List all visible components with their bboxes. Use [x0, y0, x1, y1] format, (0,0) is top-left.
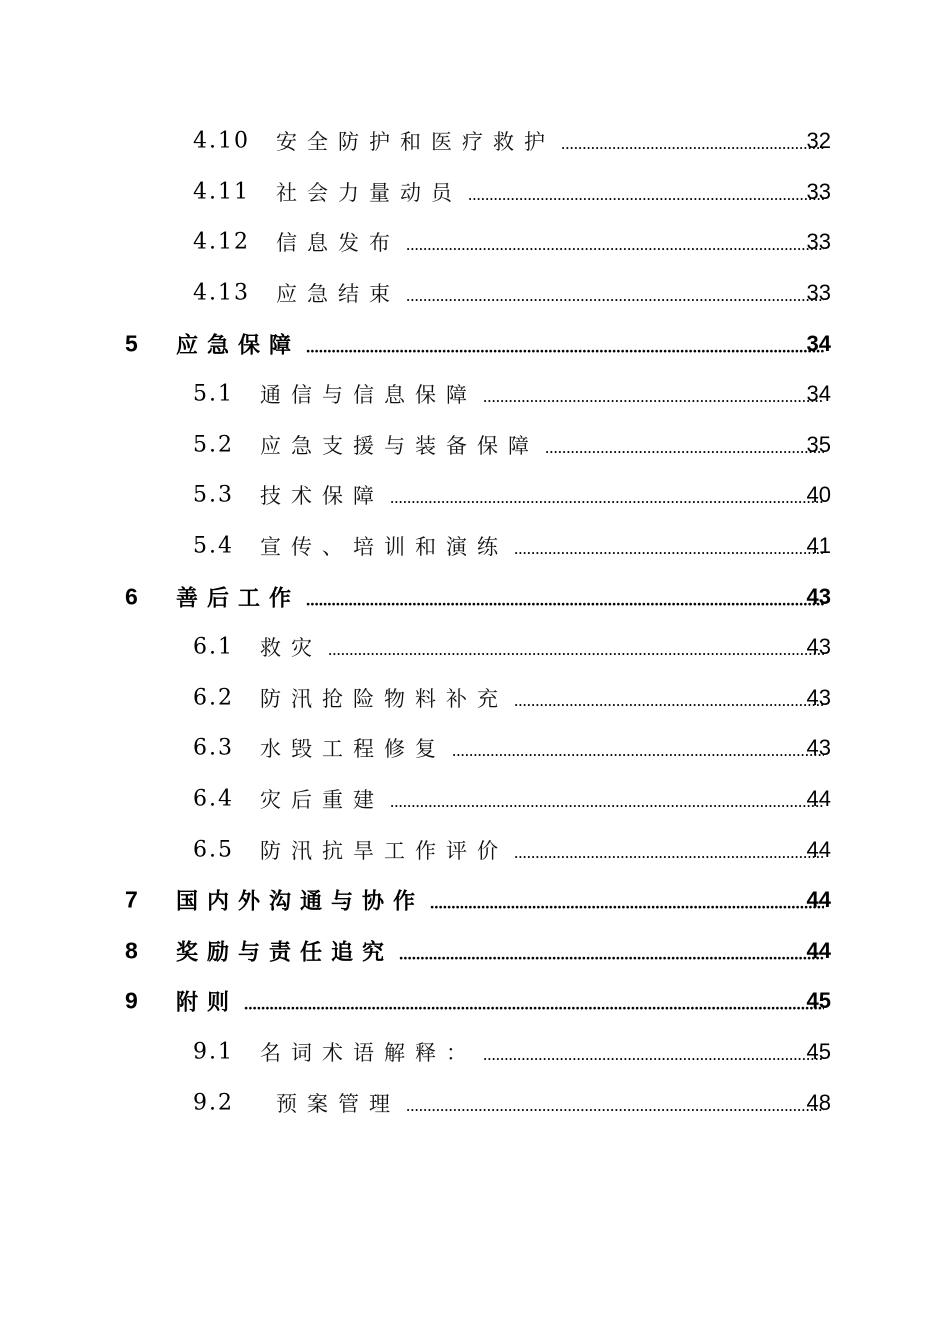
toc-entry-body — [276, 227, 830, 257]
dot-leader — [406, 1095, 824, 1117]
section-number: 4.10 — [193, 128, 250, 154]
toc-entry-body — [276, 1088, 830, 1118]
dot-leader — [545, 437, 824, 459]
toc-chapter-6[interactable] — [0, 571, 950, 622]
toc-entry-5-3[interactable] — [0, 470, 950, 521]
dot-leader — [399, 943, 824, 965]
section-title: 宣传、培训和演练 — [260, 535, 508, 560]
toc-entry-6-4[interactable] — [0, 774, 950, 825]
toc-entry-body — [260, 480, 830, 510]
section-number: 6.2 — [193, 685, 234, 711]
toc-entry-9-2[interactable] — [0, 1077, 950, 1128]
chapter-number: 9 — [125, 987, 138, 1014]
page-number: 44 — [806, 937, 831, 963]
section-number: 5.2 — [193, 432, 234, 458]
toc-entry-body — [260, 531, 830, 561]
dot-leader — [390, 487, 824, 509]
section-title: 安全防护和医疗救护 — [276, 130, 555, 155]
section-number: 6.5 — [193, 837, 234, 863]
page-number: 34 — [806, 330, 831, 356]
dot-leader — [306, 336, 824, 358]
toc-chapter-7[interactable] — [0, 875, 950, 926]
toc-entry-body — [260, 784, 830, 814]
toc-chapter-5[interactable] — [0, 318, 950, 369]
chapter-number: 8 — [125, 937, 138, 964]
toc-entry-body — [260, 632, 830, 662]
toc-chapter-8[interactable] — [0, 926, 950, 977]
section-title: 应急支援与装备保障 — [260, 433, 539, 458]
page-number: 41 — [806, 533, 831, 559]
page-number: 34 — [806, 381, 831, 407]
dot-leader — [468, 184, 824, 206]
page-number: 43 — [806, 684, 831, 710]
toc-entry-4-13[interactable] — [0, 268, 950, 319]
section-title: 技术保障 — [260, 484, 384, 509]
chapter-title: 奖励与责任追究 — [176, 940, 394, 966]
chapter-number: 6 — [125, 583, 138, 610]
toc-entry-body — [176, 986, 830, 1017]
dot-leader — [406, 234, 824, 256]
toc-entry-body — [260, 430, 830, 460]
page-number: 33 — [806, 178, 831, 204]
dot-leader — [514, 690, 824, 712]
toc-entry-body — [260, 835, 830, 865]
chapter-title: 国内外沟通与协作 — [176, 889, 425, 915]
page-number: 44 — [806, 836, 831, 862]
chapter-title: 善后工作 — [176, 586, 301, 612]
toc-entry-body — [276, 177, 830, 207]
page-number: 48 — [806, 1089, 831, 1115]
section-title: 社会力量动员 — [276, 180, 462, 205]
section-number: 5.3 — [193, 482, 234, 508]
toc-entry-body — [176, 885, 830, 916]
toc-entry-6-1[interactable] — [0, 622, 950, 673]
toc-entry-6-2[interactable] — [0, 673, 950, 724]
section-title: 水毁工程修复 — [260, 737, 446, 762]
section-title: 信息发布 — [276, 231, 400, 256]
table-of-contents — [0, 116, 950, 1128]
page-number: 45 — [806, 988, 831, 1014]
page-number: 43 — [806, 634, 831, 660]
section-title: 应急结束 — [276, 282, 400, 307]
dot-leader — [406, 285, 824, 307]
section-number: 6.4 — [193, 786, 234, 812]
page-number: 45 — [806, 1038, 831, 1064]
page-number: 33 — [806, 280, 831, 306]
dot-leader — [430, 893, 824, 915]
page-number: 32 — [806, 128, 831, 154]
section-number: 4.13 — [193, 280, 250, 306]
toc-entry-5-2[interactable] — [0, 420, 950, 471]
dot-leader — [483, 1044, 824, 1066]
chapter-title: 附则 — [176, 990, 239, 1016]
toc-entry-body — [276, 126, 830, 156]
toc-entry-6-5[interactable] — [0, 824, 950, 875]
page-number: 40 — [806, 482, 831, 508]
section-title: 预案管理 — [276, 1091, 400, 1116]
toc-entry-4-12[interactable] — [0, 217, 950, 268]
dot-leader — [561, 133, 824, 155]
chapter-number: 7 — [125, 886, 138, 913]
toc-entry-body — [260, 683, 830, 713]
section-number: 9.1 — [193, 1039, 234, 1065]
section-number: 4.11 — [193, 179, 250, 205]
section-number: 9.2 — [193, 1090, 234, 1116]
dot-leader — [328, 639, 824, 661]
dot-leader — [452, 740, 824, 762]
toc-entry-9-1[interactable] — [0, 1027, 950, 1078]
dot-leader — [244, 994, 824, 1016]
section-number: 6.1 — [193, 634, 234, 660]
toc-entry-body — [176, 935, 830, 966]
dot-leader — [483, 386, 824, 408]
toc-entry-6-3[interactable] — [0, 723, 950, 774]
chapter-title: 应急保障 — [176, 333, 301, 359]
section-title: 防汛抢险物料补充 — [260, 686, 508, 711]
page-number: 33 — [806, 229, 831, 255]
dot-leader — [390, 791, 824, 813]
toc-entry-4-11[interactable] — [0, 167, 950, 218]
section-number: 6.3 — [193, 735, 234, 761]
dot-leader — [514, 842, 824, 864]
section-number: 4.12 — [193, 229, 250, 255]
page-number: 44 — [806, 786, 831, 812]
page-number: 44 — [806, 887, 831, 913]
page-number: 35 — [806, 431, 831, 457]
toc-entry-body — [260, 1037, 830, 1067]
dot-leader — [514, 538, 824, 560]
toc-entry-body — [260, 733, 830, 763]
section-title: 救灾 — [260, 636, 322, 661]
toc-entry-4-10[interactable] — [0, 116, 950, 167]
section-title: 通信与信息保障 — [260, 383, 477, 408]
section-title: 灾后重建 — [260, 788, 384, 813]
section-title: 名词术语解释： — [260, 1040, 477, 1065]
toc-entry-5-4[interactable] — [0, 521, 950, 572]
chapter-number: 5 — [125, 330, 138, 357]
toc-entry-body — [176, 581, 830, 612]
section-title: 防汛抗旱工作评价 — [260, 838, 508, 863]
toc-entry-body — [276, 278, 830, 308]
dot-leader — [306, 589, 824, 611]
toc-entry-body — [176, 328, 830, 359]
page-number: 43 — [806, 735, 831, 761]
toc-entry-body — [260, 379, 830, 409]
toc-entry-5-1[interactable] — [0, 369, 950, 420]
toc-chapter-9[interactable] — [0, 976, 950, 1027]
page-number: 43 — [806, 583, 831, 609]
section-number: 5.1 — [193, 381, 234, 407]
section-number: 5.4 — [193, 533, 234, 559]
